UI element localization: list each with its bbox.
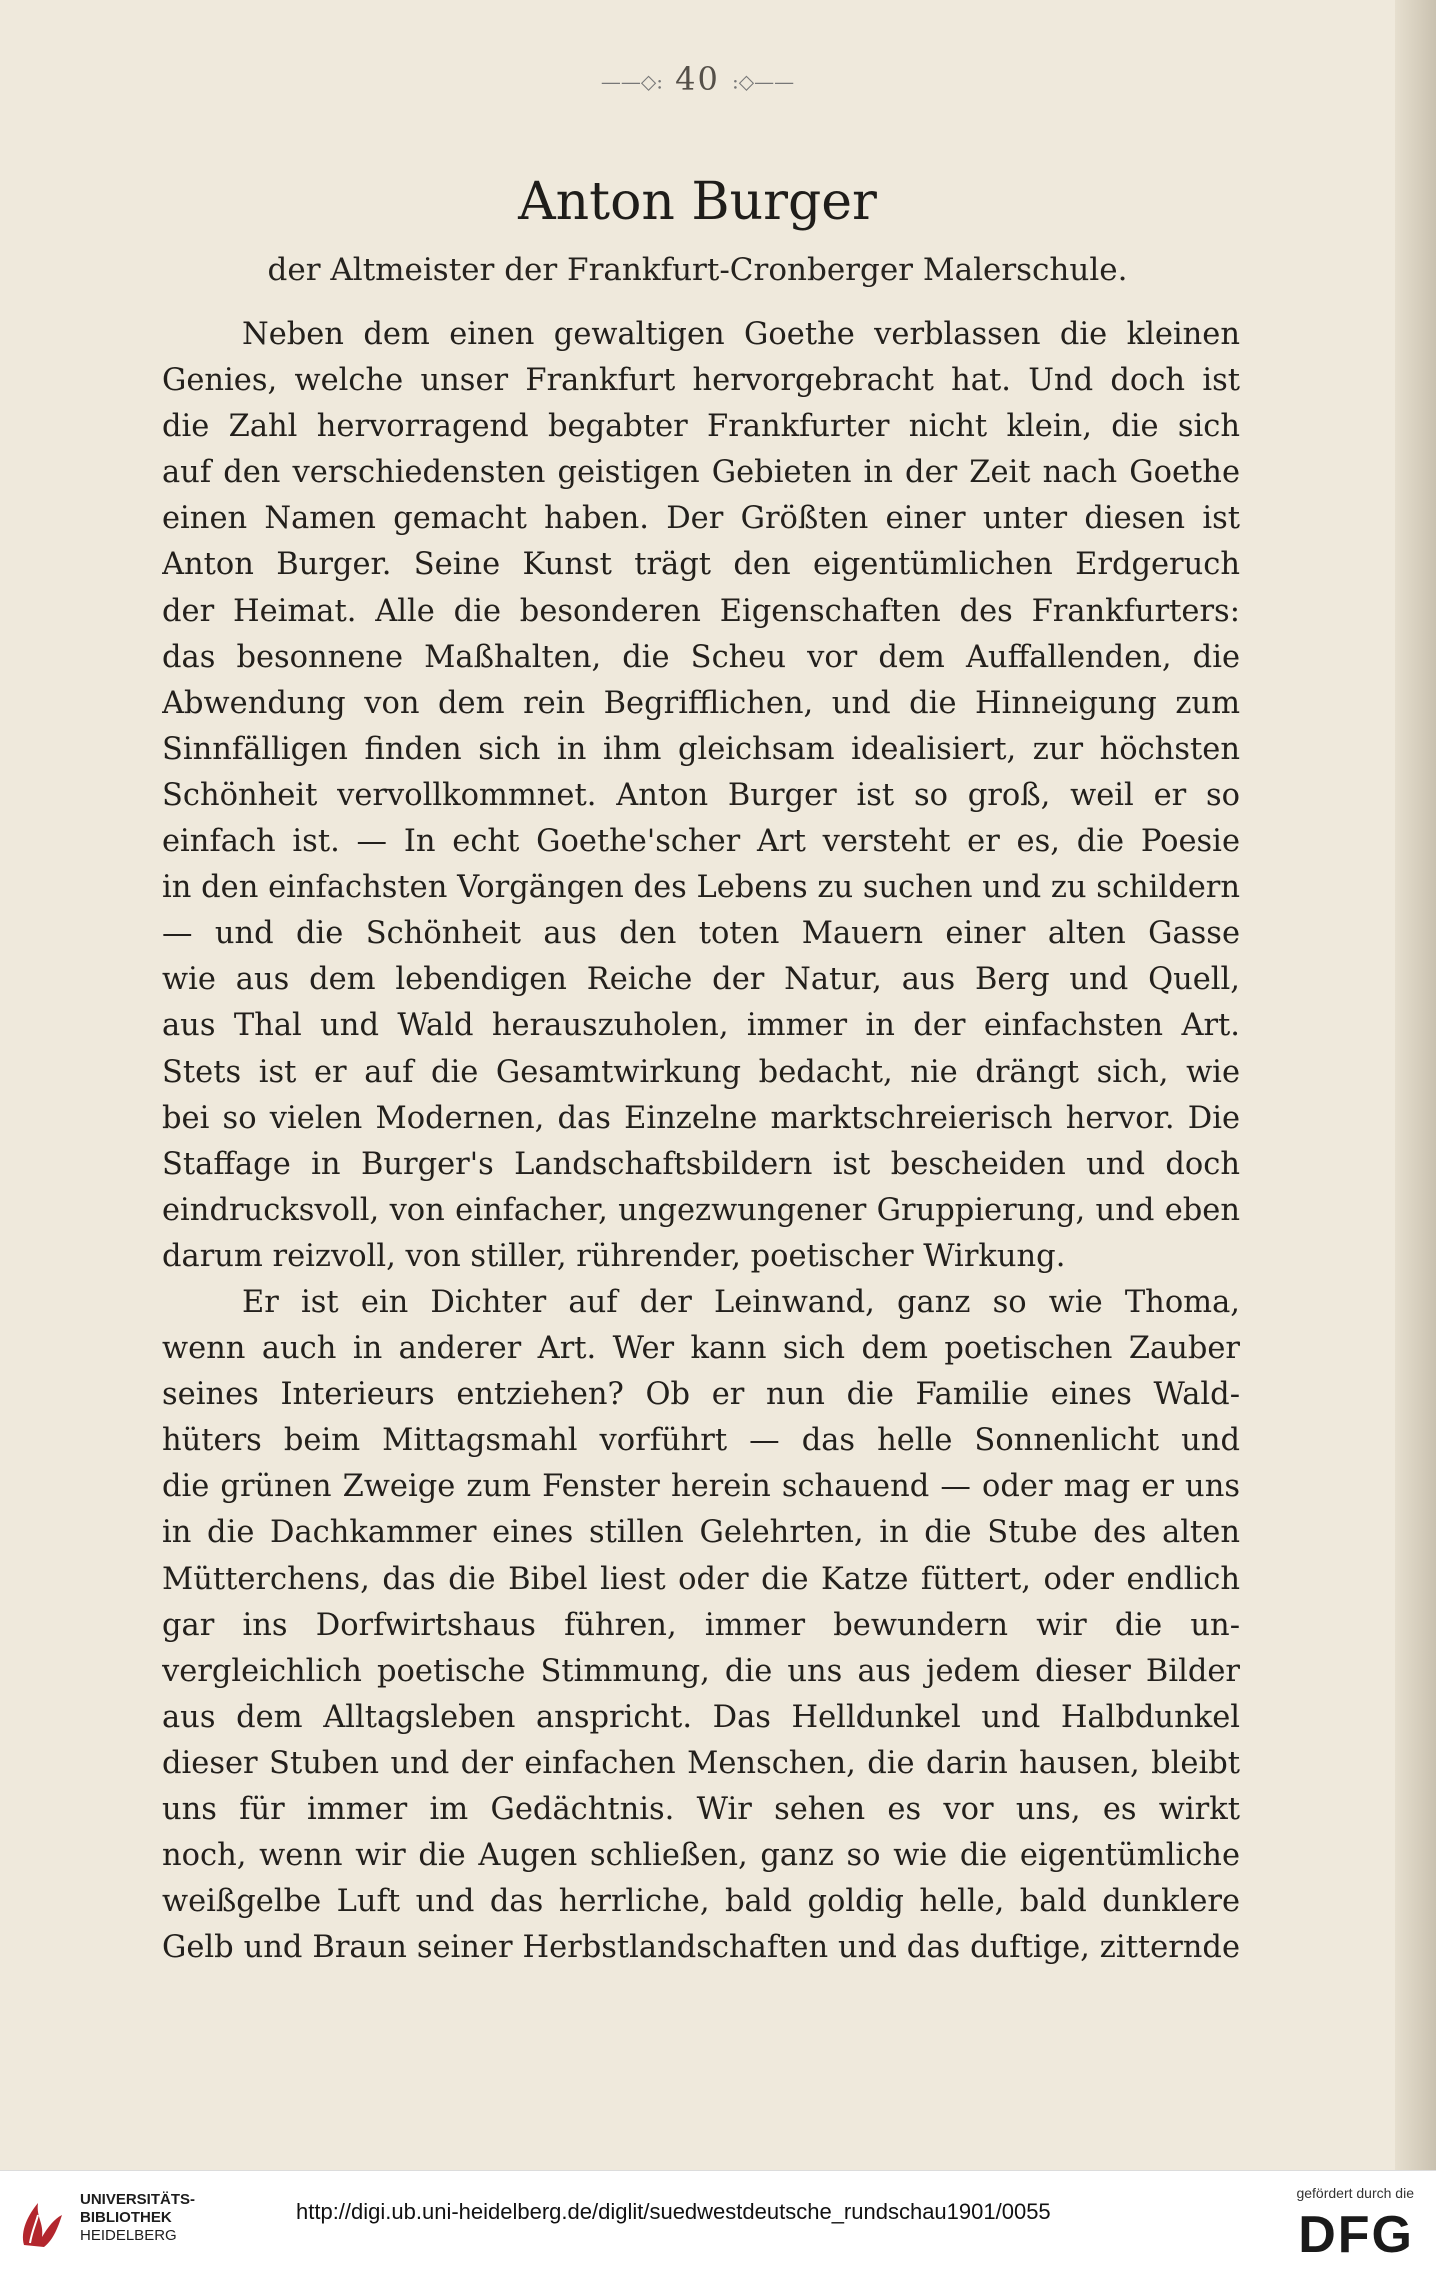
text-line: noch, wenn wir die Augen schließen, ganz so wie die eigentümliche <box>162 1838 1240 1874</box>
text-line: Abwendung von dem rein Begrifflichen, und die Hinneigung zum <box>162 685 1240 721</box>
text-line: die Zahl hervorragend begabter Frankfurter nicht klein, die sich <box>162 409 1240 445</box>
text-line: einfach ist. — In echt Goethe'scher Art versteht er es, die Poesie <box>162 824 1240 860</box>
viewer-footer <box>0 2170 1436 2275</box>
text-line: Schönheit vervollkommnet. Anton Burger ist so groß, weil er so <box>162 777 1240 813</box>
text-line: aus Thal und Wald herauszuholen, immer in der einfachsten Art. <box>162 1008 1240 1044</box>
funding-caption: gefördert durch die <box>1296 2185 1414 2201</box>
text-line: auf den verschiedensten geistigen Gebieten in der Zeit nach Goethe <box>162 455 1240 491</box>
library-name-line: BIBLIOTHEK <box>80 2209 172 2226</box>
text-line: dieser Stuben und der einfachen Menschen, die darin hausen, bleibt <box>162 1745 1240 1781</box>
library-name-line: HEIDELBERG <box>80 2227 177 2244</box>
text-line: darum reizvoll, von stiller, rührender, poetischer Wirkung. <box>162 1238 1066 1274</box>
text-line: aus dem Alltagsleben anspricht. Das Helldunkel und Halbdunkel <box>162 1699 1240 1735</box>
page-edge-shadow <box>1395 0 1436 2170</box>
text-line: Genies, welche unser Frankfurt hervorgebracht hat. Und doch ist <box>162 363 1240 399</box>
text-line: in die Dachkammer eines stillen Gelehrten, in die Stube des alten <box>162 1515 1240 1551</box>
text-line: vergleichlich poetische Stimmung, die uns aus jedem dieser Bilder <box>162 1653 1240 1689</box>
library-name <box>80 2191 195 2245</box>
text-line: Anton Burger. Seine Kunst trägt den eigentümlichen Erdgeruch <box>162 547 1240 583</box>
text-line: Gelb und Braun seiner Herbstlandschaften und das duftige, zitternde <box>162 1930 1240 1966</box>
text-line: das besonnene Maßhalten, die Scheu vor dem Auffallenden, die <box>162 639 1240 675</box>
text-line: in den einfachsten Vorgängen des Lebens zu suchen und zu schildern <box>162 870 1240 906</box>
text-line: — und die Schönheit aus den toten Mauern einer alten Gasse <box>162 916 1240 952</box>
text-line: eindrucksvoll, von einfacher, ungezwungener Gruppierung, und eben <box>162 1192 1240 1228</box>
text-line: uns für immer im Gedächtnis. Wir sehen es vor uns, es wirkt <box>162 1792 1240 1827</box>
text-line: wenn auch in anderer Art. Wer kann sich dem poetischen Zauber <box>162 1331 1240 1367</box>
text-line: wie aus dem lebendigen Reiche der Natur, aus Berg und Quell, <box>162 962 1240 998</box>
text-line: Staffage in Burger's Landschaftsbildern ist bescheiden und doch <box>162 1146 1240 1182</box>
text-line: der Heimat. Alle die besonderen Eigenschaften des Frankfurters: <box>162 593 1240 629</box>
library-name-line: UNIVERSITÄTS- <box>80 2191 196 2208</box>
text-line: die grünen Zweige zum Fenster herein schauend — oder mag er uns <box>162 1469 1240 1505</box>
article-subtitle: der Altmeister der Frankfurt-Cronberger Malerschule. <box>267 252 1128 288</box>
text-line: weißgelbe Luft und das herrliche, bald goldig helle, bald dunklere <box>162 1884 1240 1920</box>
text-line: Mütterchens, das die Bibel liest oder die Katze füttert, oder endlich <box>162 1561 1240 1597</box>
text-line: Er ist ein Dichter auf der Leinwand, ganz so wie Thoma, <box>242 1284 1240 1320</box>
source-url-link[interactable]: http://digi.ub.uni-heidelberg.de/diglit/suedwestdeutsche_rundschau1901/0055 <box>296 2199 1051 2224</box>
text-line: Sinnfälligen finden sich in ihm gleichsam idealisiert, zur höchsten <box>162 731 1240 767</box>
page-number: 40 <box>675 60 720 98</box>
ornament-left-icon: ——◇: <box>600 69 663 94</box>
text-line: seines Interieurs entziehen? Ob er nun die Familie eines Wald- <box>162 1377 1240 1413</box>
text-line: einen Namen gemacht haben. Der Größten einer unter diesen ist <box>162 501 1240 537</box>
text-line: gar ins Dorfwirtshaus führen, immer bewundern wir die un- <box>162 1607 1240 1643</box>
text-line: Neben dem einen gewaltigen Goethe verblassen die kleinen <box>242 317 1240 352</box>
text-line: hüters beim Mittagsmahl vorführt — das helle Sonnenlicht und <box>162 1423 1240 1459</box>
article-body <box>162 312 1240 1971</box>
text-line: bei so vielen Modernen, das Einzelne marktschreierisch hervor. Die <box>162 1100 1240 1136</box>
dfg-logo: DFG <box>1298 2206 1414 2264</box>
text-line: Stets ist er auf die Gesamtwirkung bedacht, nie drängt sich, wie <box>162 1054 1240 1090</box>
article-title: Anton Burger <box>518 172 877 232</box>
ornament-right-icon: :◇—— <box>732 69 795 94</box>
university-library-logo-icon <box>14 2193 70 2253</box>
page-header <box>0 60 1395 98</box>
